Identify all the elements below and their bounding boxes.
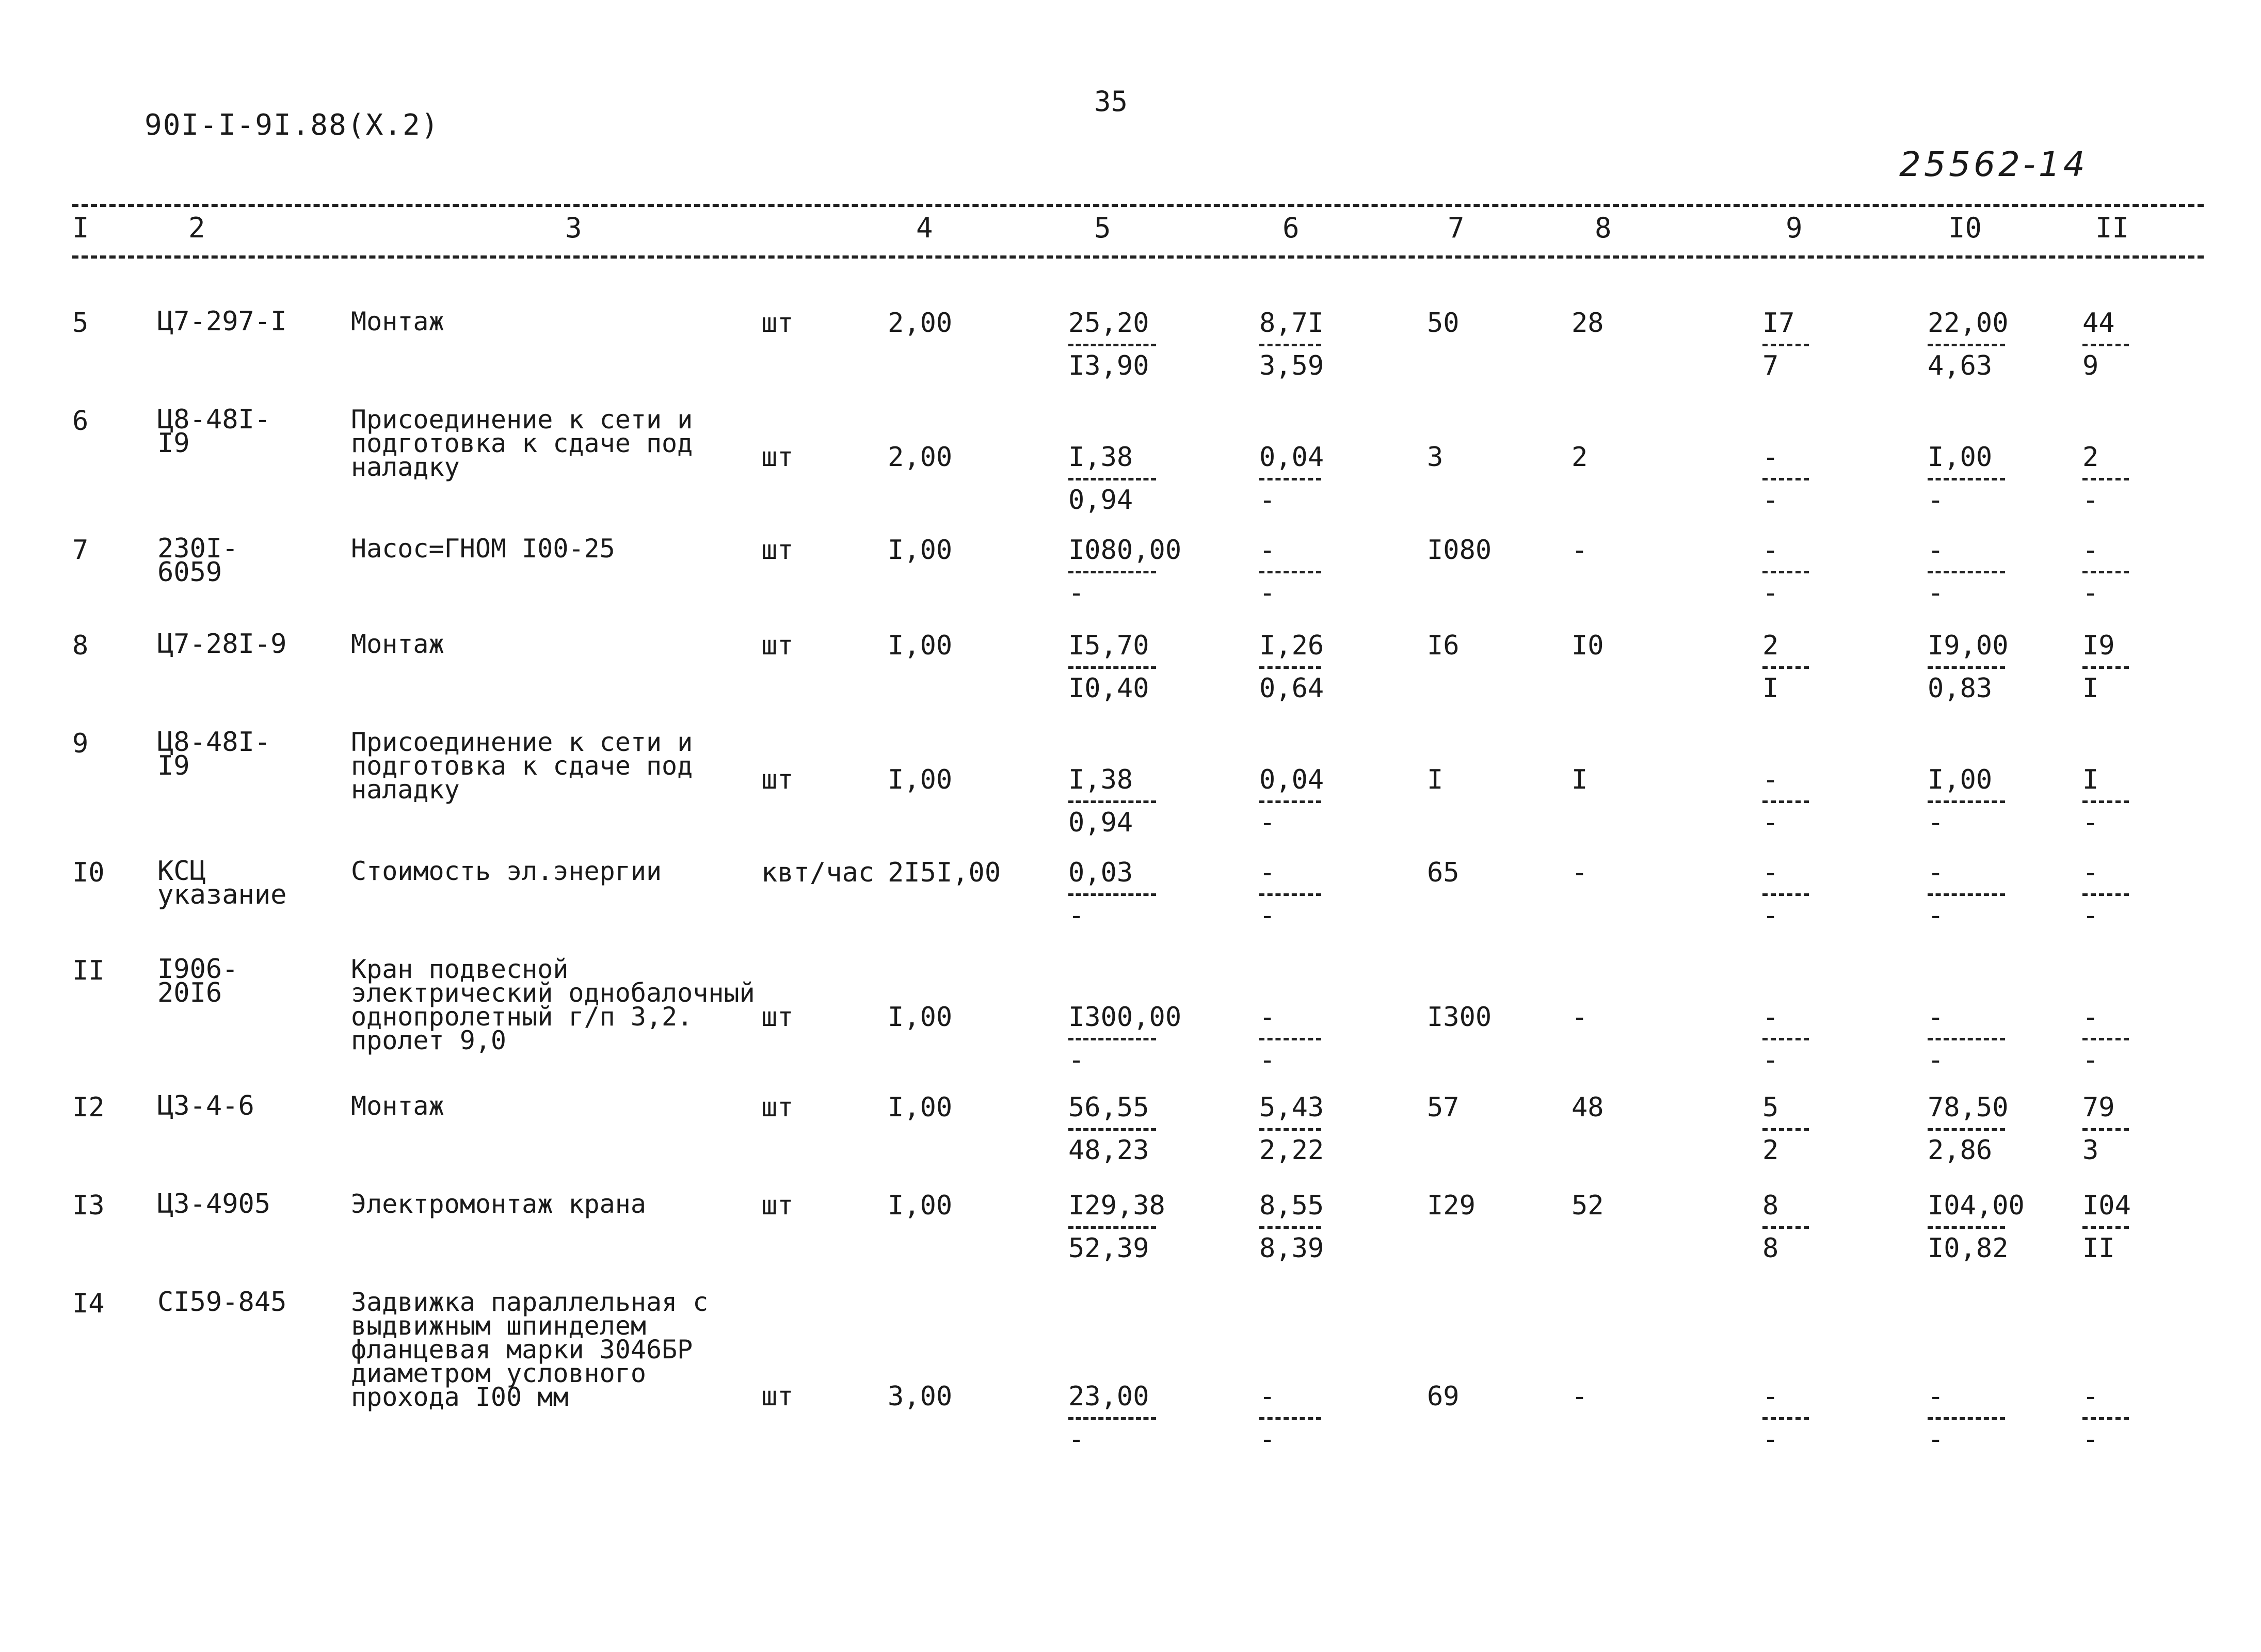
fraction-numerator: 56,55	[1068, 1092, 1149, 1123]
fraction-denominator: -	[1928, 900, 1944, 931]
fraction-bar	[2082, 893, 2129, 896]
fraction-bar	[1068, 478, 1156, 480]
fraction-numerator: -	[2082, 857, 2099, 888]
fraction-denominator: 7	[1762, 350, 1779, 381]
fraction-c10	[1928, 444, 2005, 514]
fraction-c6	[1259, 764, 1324, 838]
fraction-denominator: 2,86	[1928, 1135, 1993, 1166]
column-header-9: 9	[1786, 212, 1803, 244]
fraction-bar	[1259, 666, 1321, 669]
work-description: Монтаж	[351, 629, 444, 659]
fraction-c5	[1068, 1383, 1156, 1453]
fraction-denominator: I0,82	[1928, 1233, 2009, 1264]
fraction-bar	[1762, 571, 1809, 573]
fraction-bar	[2082, 571, 2129, 573]
fraction-bar	[1259, 893, 1321, 896]
unit: шт	[761, 535, 794, 566]
fraction-bar	[2082, 1038, 2129, 1040]
fraction-bar	[2082, 666, 2129, 669]
fraction-c10	[1928, 859, 2005, 929]
column-header-4: 4	[916, 212, 933, 244]
fraction-c6	[1259, 1092, 1324, 1166]
fraction-numerator: I29,38	[1068, 1190, 1165, 1221]
wage-cost: -	[1572, 857, 1588, 888]
row-number: 8	[72, 630, 89, 661]
row-number: I0	[72, 857, 105, 888]
row-number: 9	[72, 728, 89, 759]
fraction-bar	[1068, 800, 1156, 803]
column-header-1: I	[72, 212, 89, 244]
fraction-bar	[1762, 1417, 1809, 1420]
total-cost: 3	[1427, 442, 1444, 473]
fraction-c9	[1762, 444, 1809, 514]
unit: шт	[761, 1092, 794, 1123]
fraction-denominator: -	[1928, 807, 1944, 838]
fraction-c9	[1762, 1383, 1809, 1453]
fraction-numerator: 2	[2082, 442, 2099, 473]
fraction-c5	[1068, 535, 1182, 608]
fraction-numerator: I9,00	[1928, 630, 2009, 661]
wage-cost: I	[1572, 764, 1588, 795]
total-cost: 50	[1427, 308, 1460, 339]
fraction-numerator: I04,00	[1928, 1190, 2025, 1221]
price-code: I906-20I6	[157, 954, 238, 1008]
fraction-bar	[1928, 571, 2005, 573]
fraction-numerator: 5,43	[1259, 1092, 1324, 1123]
fraction-bar	[1928, 344, 2005, 346]
fraction-c10	[1928, 766, 2005, 836]
fraction-bar	[1928, 478, 2005, 480]
fraction-bar	[1928, 666, 2005, 669]
header-top-divider	[72, 204, 2204, 207]
fraction-numerator: -	[1259, 535, 1276, 566]
fraction-numerator: -	[1928, 1381, 1944, 1412]
fraction-c11	[2082, 632, 2129, 702]
fraction-bar	[1928, 1128, 2005, 1131]
fraction-numerator: I9	[2082, 630, 2115, 661]
fraction-denominator: 3	[2082, 1135, 2099, 1166]
work-description: Стоимость эл.энергии	[351, 856, 662, 886]
total-cost: I29	[1427, 1190, 1476, 1221]
fraction-bar	[1762, 1038, 1809, 1040]
work-description: Присоединение к сети и подготовка к сдаче под наладку	[351, 727, 693, 805]
fraction-bar	[1928, 800, 2005, 803]
quantity: I,00	[888, 630, 953, 661]
fraction-denominator: -	[1928, 1424, 1944, 1455]
fraction-c6	[1259, 1002, 1321, 1076]
fraction-bar	[1259, 571, 1321, 573]
unit: шт	[761, 1002, 794, 1033]
fraction-denominator: -	[1259, 1424, 1276, 1455]
price-code: Ц8-48I-I9	[157, 404, 271, 459]
fraction-numerator: -	[2082, 535, 2099, 566]
work-description: Монтаж	[351, 307, 444, 336]
fraction-numerator: 0,04	[1259, 442, 1324, 473]
fraction-denominator: 0,83	[1928, 673, 1993, 704]
total-cost: I300	[1427, 1002, 1492, 1033]
fraction-c9	[1762, 859, 1809, 929]
unit: шт	[761, 442, 794, 473]
fraction-denominator: -	[2082, 900, 2099, 931]
fraction-denominator: -	[2082, 578, 2099, 608]
document-code: 90I-I-9I.88(X.2)	[145, 108, 440, 142]
fraction-denominator: -	[1068, 578, 1085, 608]
fraction-numerator: -	[1762, 535, 1779, 566]
fraction-denominator: I3,90	[1068, 350, 1149, 381]
fraction-c6	[1259, 308, 1324, 381]
fraction-bar	[2082, 800, 2129, 803]
fraction-numerator: -	[1259, 1002, 1276, 1033]
fraction-c5	[1068, 766, 1156, 836]
fraction-c10	[1928, 1190, 2025, 1264]
fraction-numerator: 25,20	[1068, 308, 1149, 339]
fraction-bar	[1068, 1038, 1156, 1040]
fraction-numerator: 2	[1762, 630, 1779, 661]
quantity: I,00	[888, 764, 953, 795]
total-cost: I080	[1427, 535, 1492, 566]
fraction-numerator: 23,00	[1068, 1381, 1149, 1412]
fraction-c6	[1259, 630, 1324, 704]
fraction-denominator: -	[1928, 578, 1944, 608]
fraction-c10	[1928, 1383, 2005, 1453]
fraction-bar	[1928, 1038, 2005, 1040]
unit: шт	[761, 630, 794, 661]
column-header-11: II	[2095, 212, 2129, 244]
fraction-numerator: I,38	[1068, 442, 1133, 473]
fraction-denominator: -	[1259, 900, 1276, 931]
fraction-numerator: 0,04	[1259, 764, 1324, 795]
unit: квт/час	[761, 857, 875, 888]
fraction-denominator: 2,22	[1259, 1135, 1324, 1166]
fraction-c10	[1928, 1002, 2005, 1076]
fraction-denominator: -	[1928, 1045, 1944, 1076]
fraction-c5	[1068, 859, 1156, 929]
fraction-denominator: I0,40	[1068, 673, 1149, 704]
fraction-denominator: 4,63	[1928, 350, 1993, 381]
fraction-numerator: -	[1762, 1002, 1779, 1033]
fraction-denominator: 8	[1762, 1233, 1779, 1264]
fraction-c9	[1762, 1002, 1809, 1076]
fraction-c9	[1762, 310, 1809, 379]
fraction-numerator: -	[2082, 1381, 2099, 1412]
fraction-numerator: -	[1762, 857, 1779, 888]
fraction-numerator: 79	[2082, 1092, 2115, 1123]
header-bottom-divider	[72, 255, 2204, 259]
fraction-c10	[1928, 308, 2009, 381]
fraction-numerator: 78,50	[1928, 1092, 2009, 1123]
row-number: I3	[72, 1190, 105, 1221]
fraction-numerator: -	[1762, 442, 1779, 473]
fraction-c11	[2082, 1002, 2129, 1076]
fraction-denominator: 9	[2082, 350, 2099, 381]
price-code: СI59-845	[157, 1287, 287, 1318]
row-number: I2	[72, 1092, 105, 1123]
fraction-denominator: 0,64	[1259, 673, 1324, 704]
quantity: 2I5I,00	[888, 857, 1001, 888]
price-code: Ц3-4905	[157, 1189, 271, 1220]
fraction-bar	[1928, 1417, 2005, 1420]
fraction-denominator: -	[1762, 807, 1779, 838]
column-header-2: 2	[188, 212, 205, 244]
wage-cost: 28	[1572, 308, 1604, 339]
fraction-c6	[1259, 1383, 1321, 1453]
work-description: Задвижка параллельная с выдвижным шпинделем фланцевая марки 3046БР диаметром условного прохода I00 мм	[351, 1287, 709, 1412]
quantity: I,00	[888, 1190, 953, 1221]
fraction-denominator: -	[1068, 1424, 1085, 1455]
fraction-denominator: -	[1068, 1045, 1085, 1076]
total-cost: 69	[1427, 1381, 1460, 1412]
fraction-c11	[2082, 310, 2129, 379]
work-description: Монтаж	[351, 1091, 444, 1121]
fraction-bar	[1068, 571, 1156, 573]
quantity: 2,00	[888, 308, 953, 339]
fraction-numerator: 44	[2082, 308, 2115, 339]
fraction-denominator: -	[2082, 807, 2099, 838]
fraction-denominator: 48,23	[1068, 1135, 1149, 1166]
fraction-denominator: -	[2082, 1424, 2099, 1455]
fraction-bar	[1762, 1226, 1809, 1229]
fraction-c9	[1762, 632, 1809, 702]
fraction-c11	[2082, 1192, 2129, 1262]
fraction-bar	[1762, 666, 1809, 669]
fraction-numerator: I,38	[1068, 764, 1133, 795]
fraction-denominator: -	[1259, 1045, 1276, 1076]
fraction-bar	[1068, 1226, 1156, 1229]
fraction-numerator: -	[1762, 764, 1779, 795]
fraction-c6	[1259, 859, 1321, 929]
price-code: КСЦ указание	[157, 856, 287, 910]
price-code: 230I-6059	[157, 533, 238, 588]
fraction-bar	[1259, 800, 1321, 803]
fraction-numerator: I,00	[1928, 442, 1993, 473]
fraction-numerator: 8,7I	[1259, 308, 1324, 339]
fraction-denominator: -	[1762, 578, 1779, 608]
unit: шт	[761, 764, 794, 795]
inventory-number: 25562-14	[1899, 145, 2088, 184]
fraction-denominator: I	[1762, 673, 1779, 704]
fraction-numerator: 0,03	[1068, 857, 1133, 888]
fraction-denominator: 2	[1762, 1135, 1779, 1166]
fraction-c9	[1762, 537, 1809, 606]
column-header-5: 5	[1094, 212, 1111, 244]
fraction-denominator: -	[1762, 485, 1779, 516]
fraction-bar	[1259, 1226, 1321, 1229]
fraction-numerator: 22,00	[1928, 308, 2009, 339]
fraction-numerator: I080,00	[1068, 535, 1182, 566]
fraction-numerator: -	[1928, 857, 1944, 888]
fraction-c9	[1762, 1192, 1809, 1262]
fraction-c5	[1068, 444, 1156, 514]
work-description: Электромонтаж крана	[351, 1189, 646, 1219]
column-header-10: I0	[1948, 212, 1982, 244]
fraction-c6	[1259, 1190, 1324, 1264]
fraction-bar	[1762, 800, 1809, 803]
row-number: 7	[72, 535, 89, 566]
fraction-c11	[2082, 1094, 2129, 1164]
quantity: I,00	[888, 1002, 953, 1033]
fraction-bar	[2082, 1128, 2129, 1131]
price-code: Ц3-4-6	[157, 1090, 254, 1121]
column-header-6: 6	[1282, 212, 1300, 244]
fraction-numerator: -	[1928, 1002, 1944, 1033]
fraction-c11	[2082, 766, 2129, 836]
fraction-c6	[1259, 442, 1324, 516]
wage-cost: -	[1572, 1381, 1588, 1412]
fraction-bar	[2082, 1226, 2129, 1229]
fraction-denominator: -	[1762, 1045, 1779, 1076]
fraction-denominator: -	[2082, 1045, 2099, 1076]
fraction-bar	[1068, 666, 1156, 669]
fraction-numerator: I	[2082, 764, 2099, 795]
fraction-numerator: 5	[1762, 1092, 1779, 1123]
quantity: I,00	[888, 1092, 953, 1123]
fraction-numerator: I5,70	[1068, 630, 1149, 661]
fraction-c5	[1068, 1094, 1156, 1164]
work-description: Насос=ГНОМ I00-25	[351, 534, 615, 564]
fraction-bar	[1762, 893, 1809, 896]
row-number: II	[72, 955, 105, 986]
fraction-denominator: 52,39	[1068, 1233, 1149, 1264]
fraction-c9	[1762, 766, 1809, 836]
work-description: Кран подвесной электрический однобалочный однопролетный г/п 3,2. пролет 9,0	[351, 954, 755, 1055]
fraction-bar	[1928, 893, 2005, 896]
row-number: 5	[72, 308, 89, 339]
fraction-numerator: 8,55	[1259, 1190, 1324, 1221]
fraction-c11	[2082, 537, 2129, 606]
fraction-denominator: -	[2082, 485, 2099, 516]
unit: шт	[761, 1381, 794, 1412]
fraction-c9	[1762, 1094, 1809, 1164]
fraction-numerator: -	[1259, 857, 1276, 888]
fraction-bar	[1259, 478, 1321, 480]
page-number: 35	[1094, 85, 1128, 118]
fraction-numerator: 8	[1762, 1190, 1779, 1221]
fraction-denominator: -	[1762, 900, 1779, 931]
fraction-bar	[1928, 1226, 2005, 1229]
fraction-c5	[1068, 310, 1156, 379]
fraction-bar	[1068, 344, 1156, 346]
fraction-c6	[1259, 537, 1321, 606]
column-header-3: 3	[565, 212, 582, 244]
wage-cost: I0	[1572, 630, 1604, 661]
fraction-c11	[2082, 444, 2129, 514]
fraction-numerator: -	[2082, 1002, 2099, 1033]
fraction-c5	[1068, 632, 1156, 702]
fraction-numerator: I04	[2082, 1190, 2131, 1221]
unit: шт	[761, 308, 794, 339]
fraction-denominator: -	[1762, 1424, 1779, 1455]
fraction-c11	[2082, 1383, 2129, 1453]
wage-cost: 48	[1572, 1092, 1604, 1123]
wage-cost: -	[1572, 1002, 1588, 1033]
total-cost: 65	[1427, 857, 1460, 888]
price-code: Ц7-297-I	[157, 306, 287, 337]
total-cost: I	[1427, 764, 1444, 795]
fraction-c5	[1068, 1190, 1165, 1264]
row-number: 6	[72, 406, 89, 437]
total-cost: 57	[1427, 1092, 1460, 1123]
total-cost: I6	[1427, 630, 1460, 661]
fraction-bar	[1762, 344, 1809, 346]
column-header-7: 7	[1448, 212, 1465, 244]
quantity: 3,00	[888, 1381, 953, 1412]
fraction-denominator: -	[1259, 807, 1276, 838]
fraction-c10	[1928, 537, 2005, 606]
fraction-bar	[1259, 1128, 1321, 1131]
fraction-numerator: -	[1259, 1381, 1276, 1412]
fraction-bar	[1068, 1128, 1156, 1131]
fraction-bar	[1068, 893, 1156, 896]
fraction-bar	[2082, 478, 2129, 480]
fraction-numerator: -	[1762, 1381, 1779, 1412]
fraction-bar	[1762, 478, 1809, 480]
quantity: I,00	[888, 535, 953, 566]
wage-cost: 52	[1572, 1190, 1604, 1221]
fraction-c10	[1928, 1092, 2009, 1166]
fraction-denominator: II	[2082, 1233, 2115, 1264]
fraction-numerator: I,00	[1928, 764, 1993, 795]
quantity: 2,00	[888, 442, 953, 473]
fraction-bar	[1259, 344, 1321, 346]
fraction-bar	[1259, 1038, 1321, 1040]
fraction-bar	[1068, 1417, 1156, 1420]
work-description: Присоединение к сети и подготовка к сдаче под наладку	[351, 405, 693, 482]
fraction-denominator: -	[1928, 485, 1944, 516]
wage-cost: -	[1572, 535, 1588, 566]
fraction-bar	[1762, 1128, 1809, 1131]
fraction-denominator: 8,39	[1259, 1233, 1324, 1264]
fraction-denominator: 0,94	[1068, 485, 1133, 516]
fraction-numerator: I7	[1762, 308, 1795, 339]
price-code: Ц8-48I-I9	[157, 727, 271, 781]
fraction-c10	[1928, 630, 2009, 704]
unit: шт	[761, 1190, 794, 1221]
fraction-numerator: I300,00	[1068, 1002, 1182, 1033]
fraction-denominator: -	[1259, 578, 1276, 608]
fraction-numerator: -	[1928, 535, 1944, 566]
fraction-denominator: -	[1068, 900, 1085, 931]
fraction-bar	[2082, 344, 2129, 346]
fraction-bar	[1259, 1417, 1321, 1420]
fraction-c11	[2082, 859, 2129, 929]
fraction-denominator: I	[2082, 673, 2099, 704]
fraction-denominator: 3,59	[1259, 350, 1324, 381]
row-number: I4	[72, 1288, 105, 1319]
column-header-8: 8	[1595, 212, 1612, 244]
price-code: Ц7-28I-9	[157, 629, 287, 660]
fraction-denominator: 0,94	[1068, 807, 1133, 838]
fraction-numerator: I,26	[1259, 630, 1324, 661]
fraction-denominator: -	[1259, 485, 1276, 516]
wage-cost: 2	[1572, 442, 1588, 473]
fraction-bar	[2082, 1417, 2129, 1420]
fraction-c5	[1068, 1002, 1182, 1076]
